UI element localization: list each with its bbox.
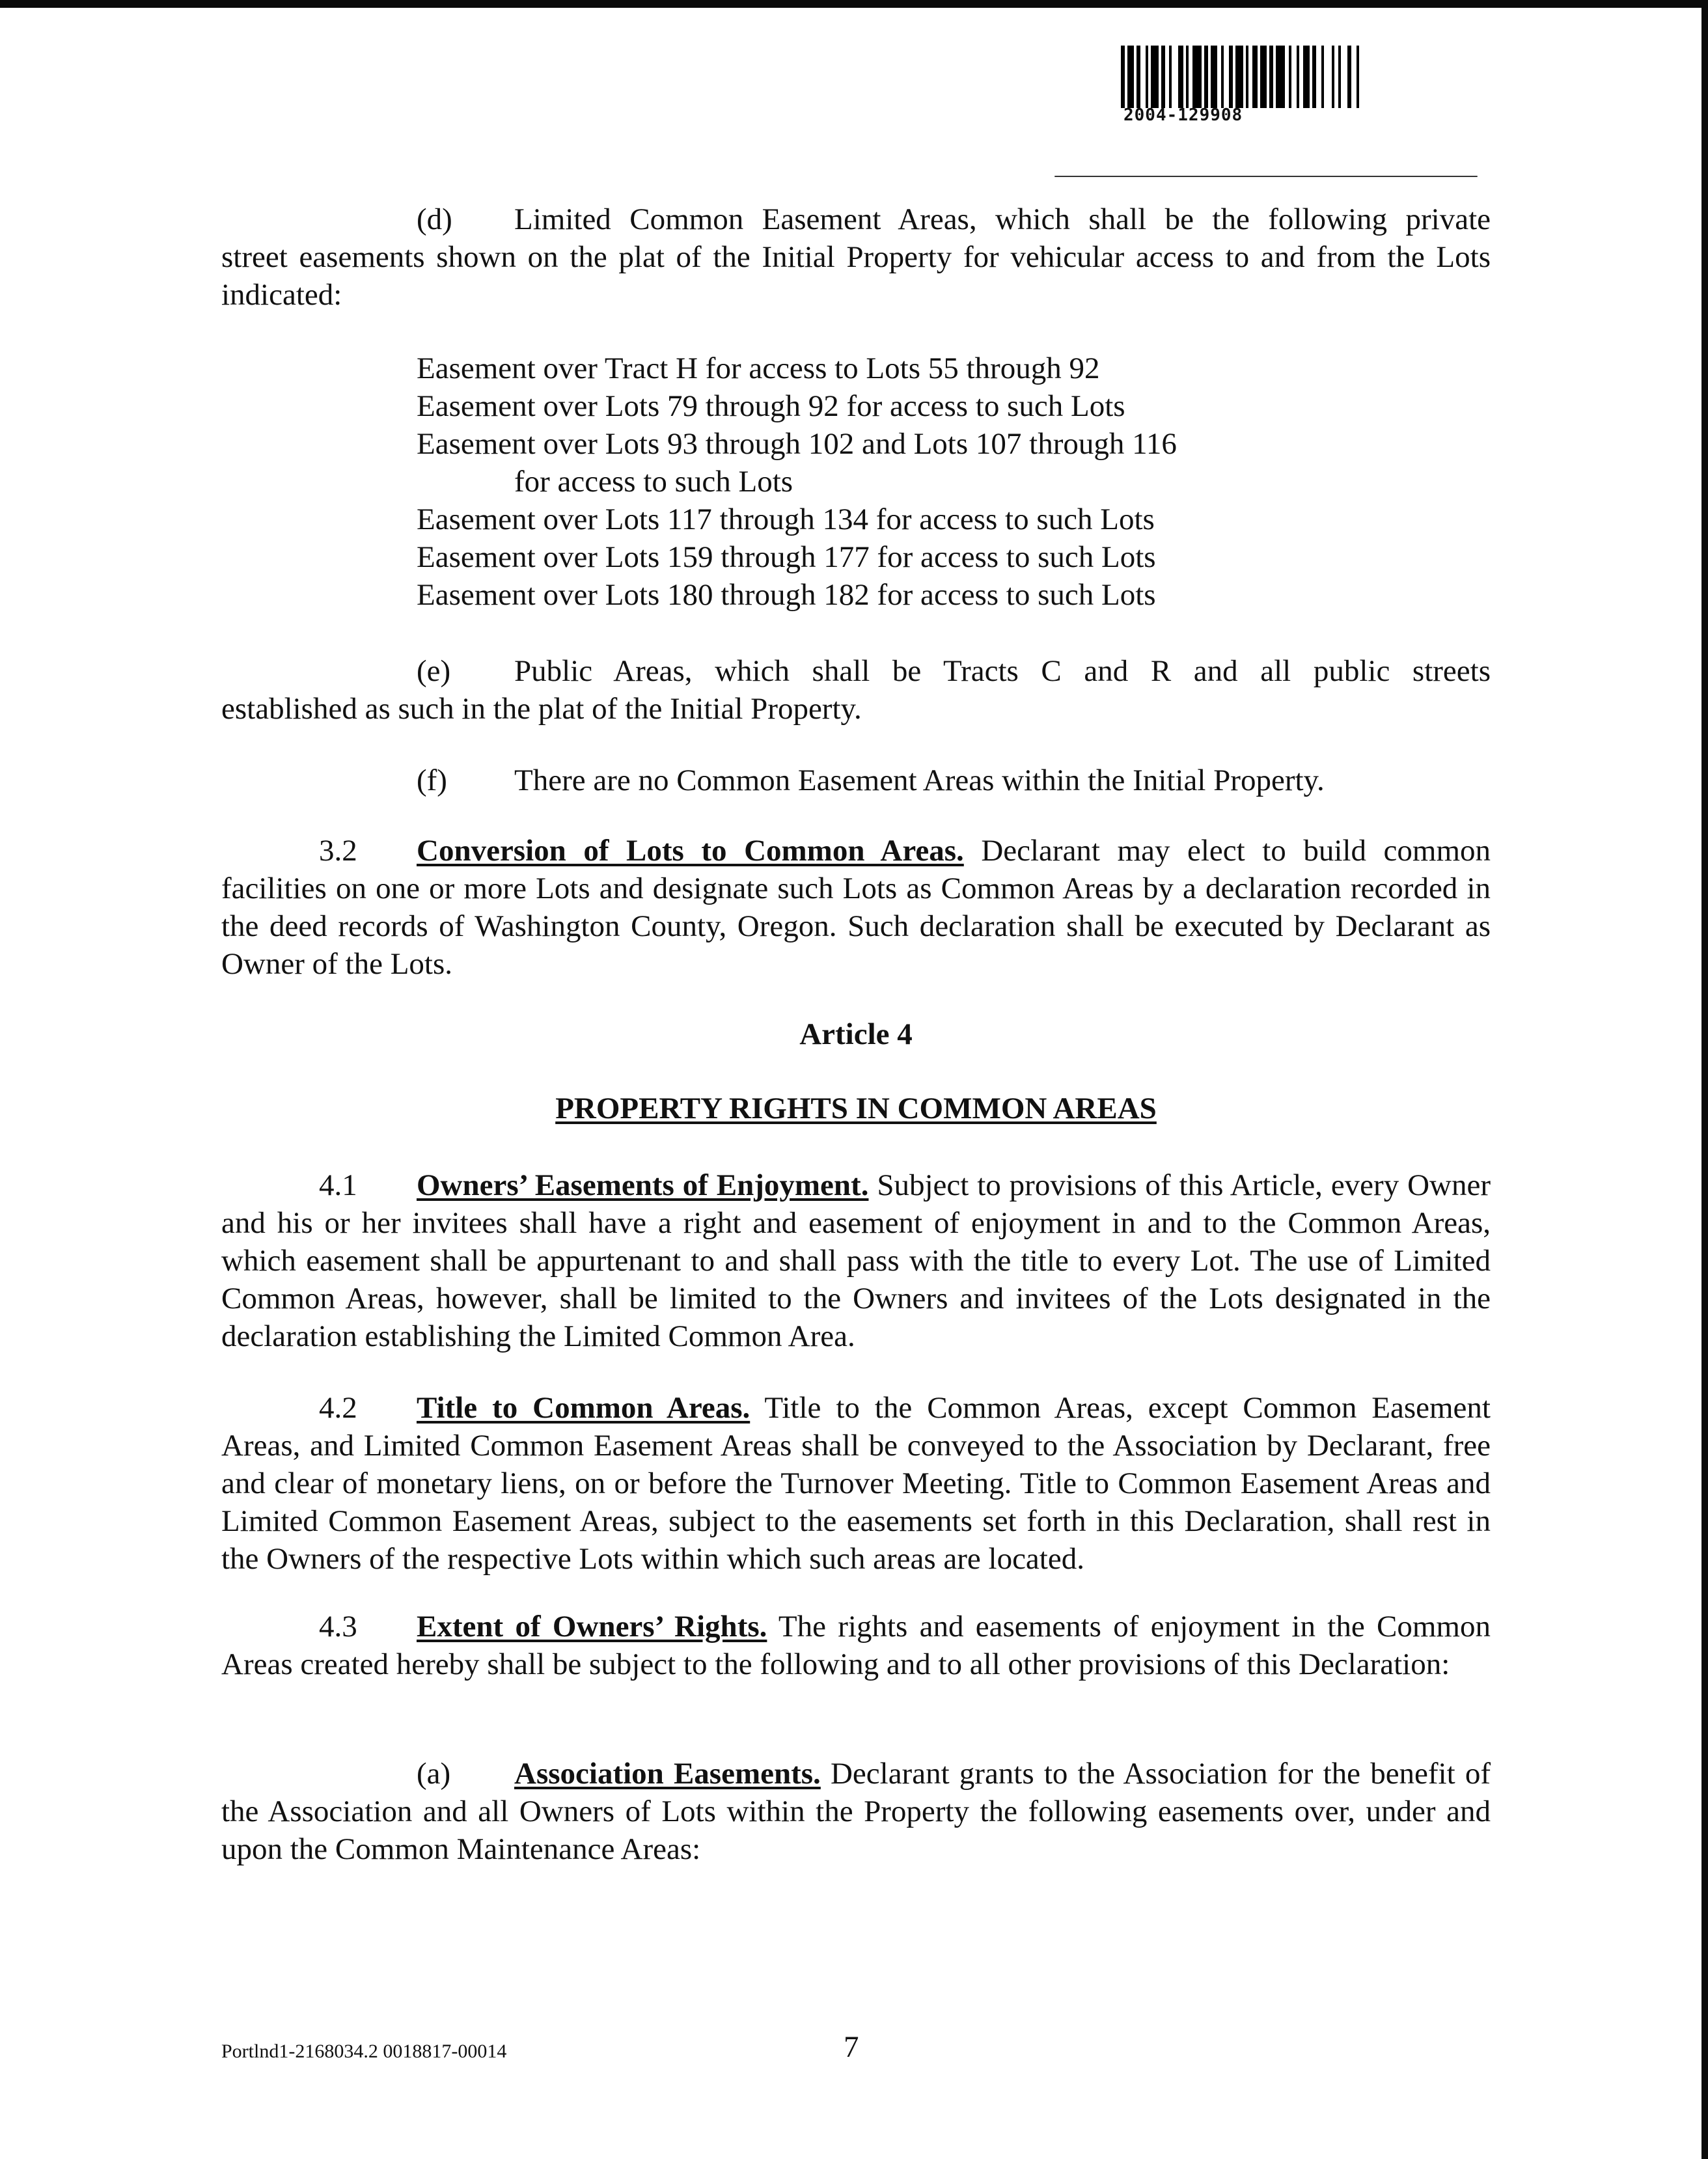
section-4-2-text: Title to the Common Areas, except Common Easement Areas, and Limited Common Easement Areas shall be conveyed to the Association by Declarant, free and clear of monetary liens, on or before the Turnover Meeting. Title to Common Easement Areas and Limited Common Easement Areas, subject to the easements set forth in this Declaration, shall rest in the Owners of the respective Lots within which such areas are located. [221,1391,1491,1576]
list-item: Easement over Lots 159 through 177 for access to such Lots [417,540,1156,574]
section-4-1-title: Owners’ Easements of Enjoyment. [417,1168,869,1202]
barcode-bar [1224,46,1229,108]
section-4-2 [221,1389,1491,1578]
barcode-bar [1303,46,1310,108]
header-rule [1054,176,1478,177]
paragraph-a-title: Association Easements. [514,1757,821,1791]
article-title-wrap [221,1091,1491,1126]
list-item: Easement over Lots 117 through 134 for access to such Lots [417,502,1155,536]
paragraph-f-text: There are no Common Easement Areas within the Initial Property. [514,763,1325,797]
barcode-bar [1172,46,1178,108]
section-4-2-number: 4.2 [319,1391,357,1425]
list-item: Easement over Tract H for access to Lots 55 through 92 [417,351,1100,385]
barcode-bar [1235,46,1243,108]
paragraph-a-text: Declarant grants to the Association for the benefit of the Association and all Owners of Lots within the Property the following easements over, under and upon the Common Maintenance Areas: [221,1757,1491,1866]
barcode-bar [1252,46,1258,108]
barcode-bar [1140,46,1146,108]
easement-list [417,350,1177,614]
scan-border-top [0,0,1708,8]
paragraph-e [221,652,1491,728]
section-4-2-title: Title to Common Areas. [417,1391,751,1425]
paragraph-d [221,200,1491,314]
list-item: Easement over Lots 180 through 182 for access to such Lots [417,578,1156,612]
paragraph-e-text-b: established as such in the plat of the Initial Property. [221,692,862,726]
article-heading: Article 4 [799,1017,913,1051]
barcode-bar [1192,46,1202,108]
section-4-3-number: 4.3 [319,1610,357,1643]
section-3-2-number: 3.2 [319,834,357,868]
barcode-bar [1351,46,1357,108]
page-number: 7 [844,2030,859,2064]
barcode [1121,46,1420,108]
section-3-2 [221,832,1491,983]
paragraph-a-label: (a) [417,1757,451,1791]
barcode-bar [1359,46,1363,108]
section-4-1-text: Subject to provisions of this Article, every Owner and his or her invitees shall have a right and easement of enjoyment in and to the Common Areas, which easement shall be appurtenant to and shall pass with the title to every Lot. The use of Limited Common Areas, however, shall be limited to the Owners and invitees of the Lots designated in the declaration establishing the Limited Common Area. [221,1168,1491,1353]
barcode-bar [1291,46,1297,108]
paragraph-a [221,1755,1491,1868]
list-item: Easement over Lots 79 through 92 for access to such Lots [417,389,1125,423]
list-item: for access to such Lots [514,465,793,499]
section-4-3-text: The rights and easements of enjoyment in the Common Areas created hereby shall be subject to the following and to all other provisions of this Declaration: [221,1610,1491,1681]
scan-border-right [1701,0,1708,2159]
barcode-bar [1324,46,1332,108]
barcode-bar [1276,46,1285,108]
barcode-bar [1316,46,1321,108]
barcode-bar [1341,46,1347,108]
section-3-2-text: Declarant may elect to build common facilities on one or more Lots and designate such Lots as Common Areas by a declaration recorded in the deed records of Washington County, Oregon. Such declaration shall be executed by Declarant as Owner of the Lots. [221,834,1491,981]
paragraph-e-label: (e) [417,654,451,688]
barcode-bar [1178,46,1183,108]
paragraph-e-text-a: Public Areas, which shall be Tracts C and R and all public streets [514,654,1491,688]
section-4-3-title: Extent of Owners’ Rights. [417,1610,767,1643]
barcode-bar [1260,46,1267,108]
barcode-bar [1127,46,1134,108]
paragraph-f-label: (f) [417,763,447,797]
paragraph-d-text-b: street easements shown on the plat of the Initial Property for vehicular access to and from the Lots indicated: [221,240,1491,312]
section-4-1 [221,1166,1491,1355]
paragraph-d-text-a: Limited Common Easement Areas, which shall be the following private [514,202,1491,236]
section-4-1-number: 4.1 [319,1168,357,1202]
barcode-number: 2004-129908 [1123,105,1243,125]
paragraph-f [221,762,1491,799]
paragraph-d-label: (d) [417,202,452,236]
barcode-bar [1211,46,1217,108]
section-3-2-title: Conversion of Lots to Common Areas. [417,834,964,868]
article-title: PROPERTY RIGHTS IN COMMON AREAS [555,1092,1157,1125]
footer-doc-id: Portlnd1-2168034.2 0018817-00014 [221,2041,507,2062]
list-item: Easement over Lots 93 through 102 and Lots 107 through 116 [417,427,1177,461]
barcode-bar [1151,46,1159,108]
section-4-3 [221,1608,1491,1683]
